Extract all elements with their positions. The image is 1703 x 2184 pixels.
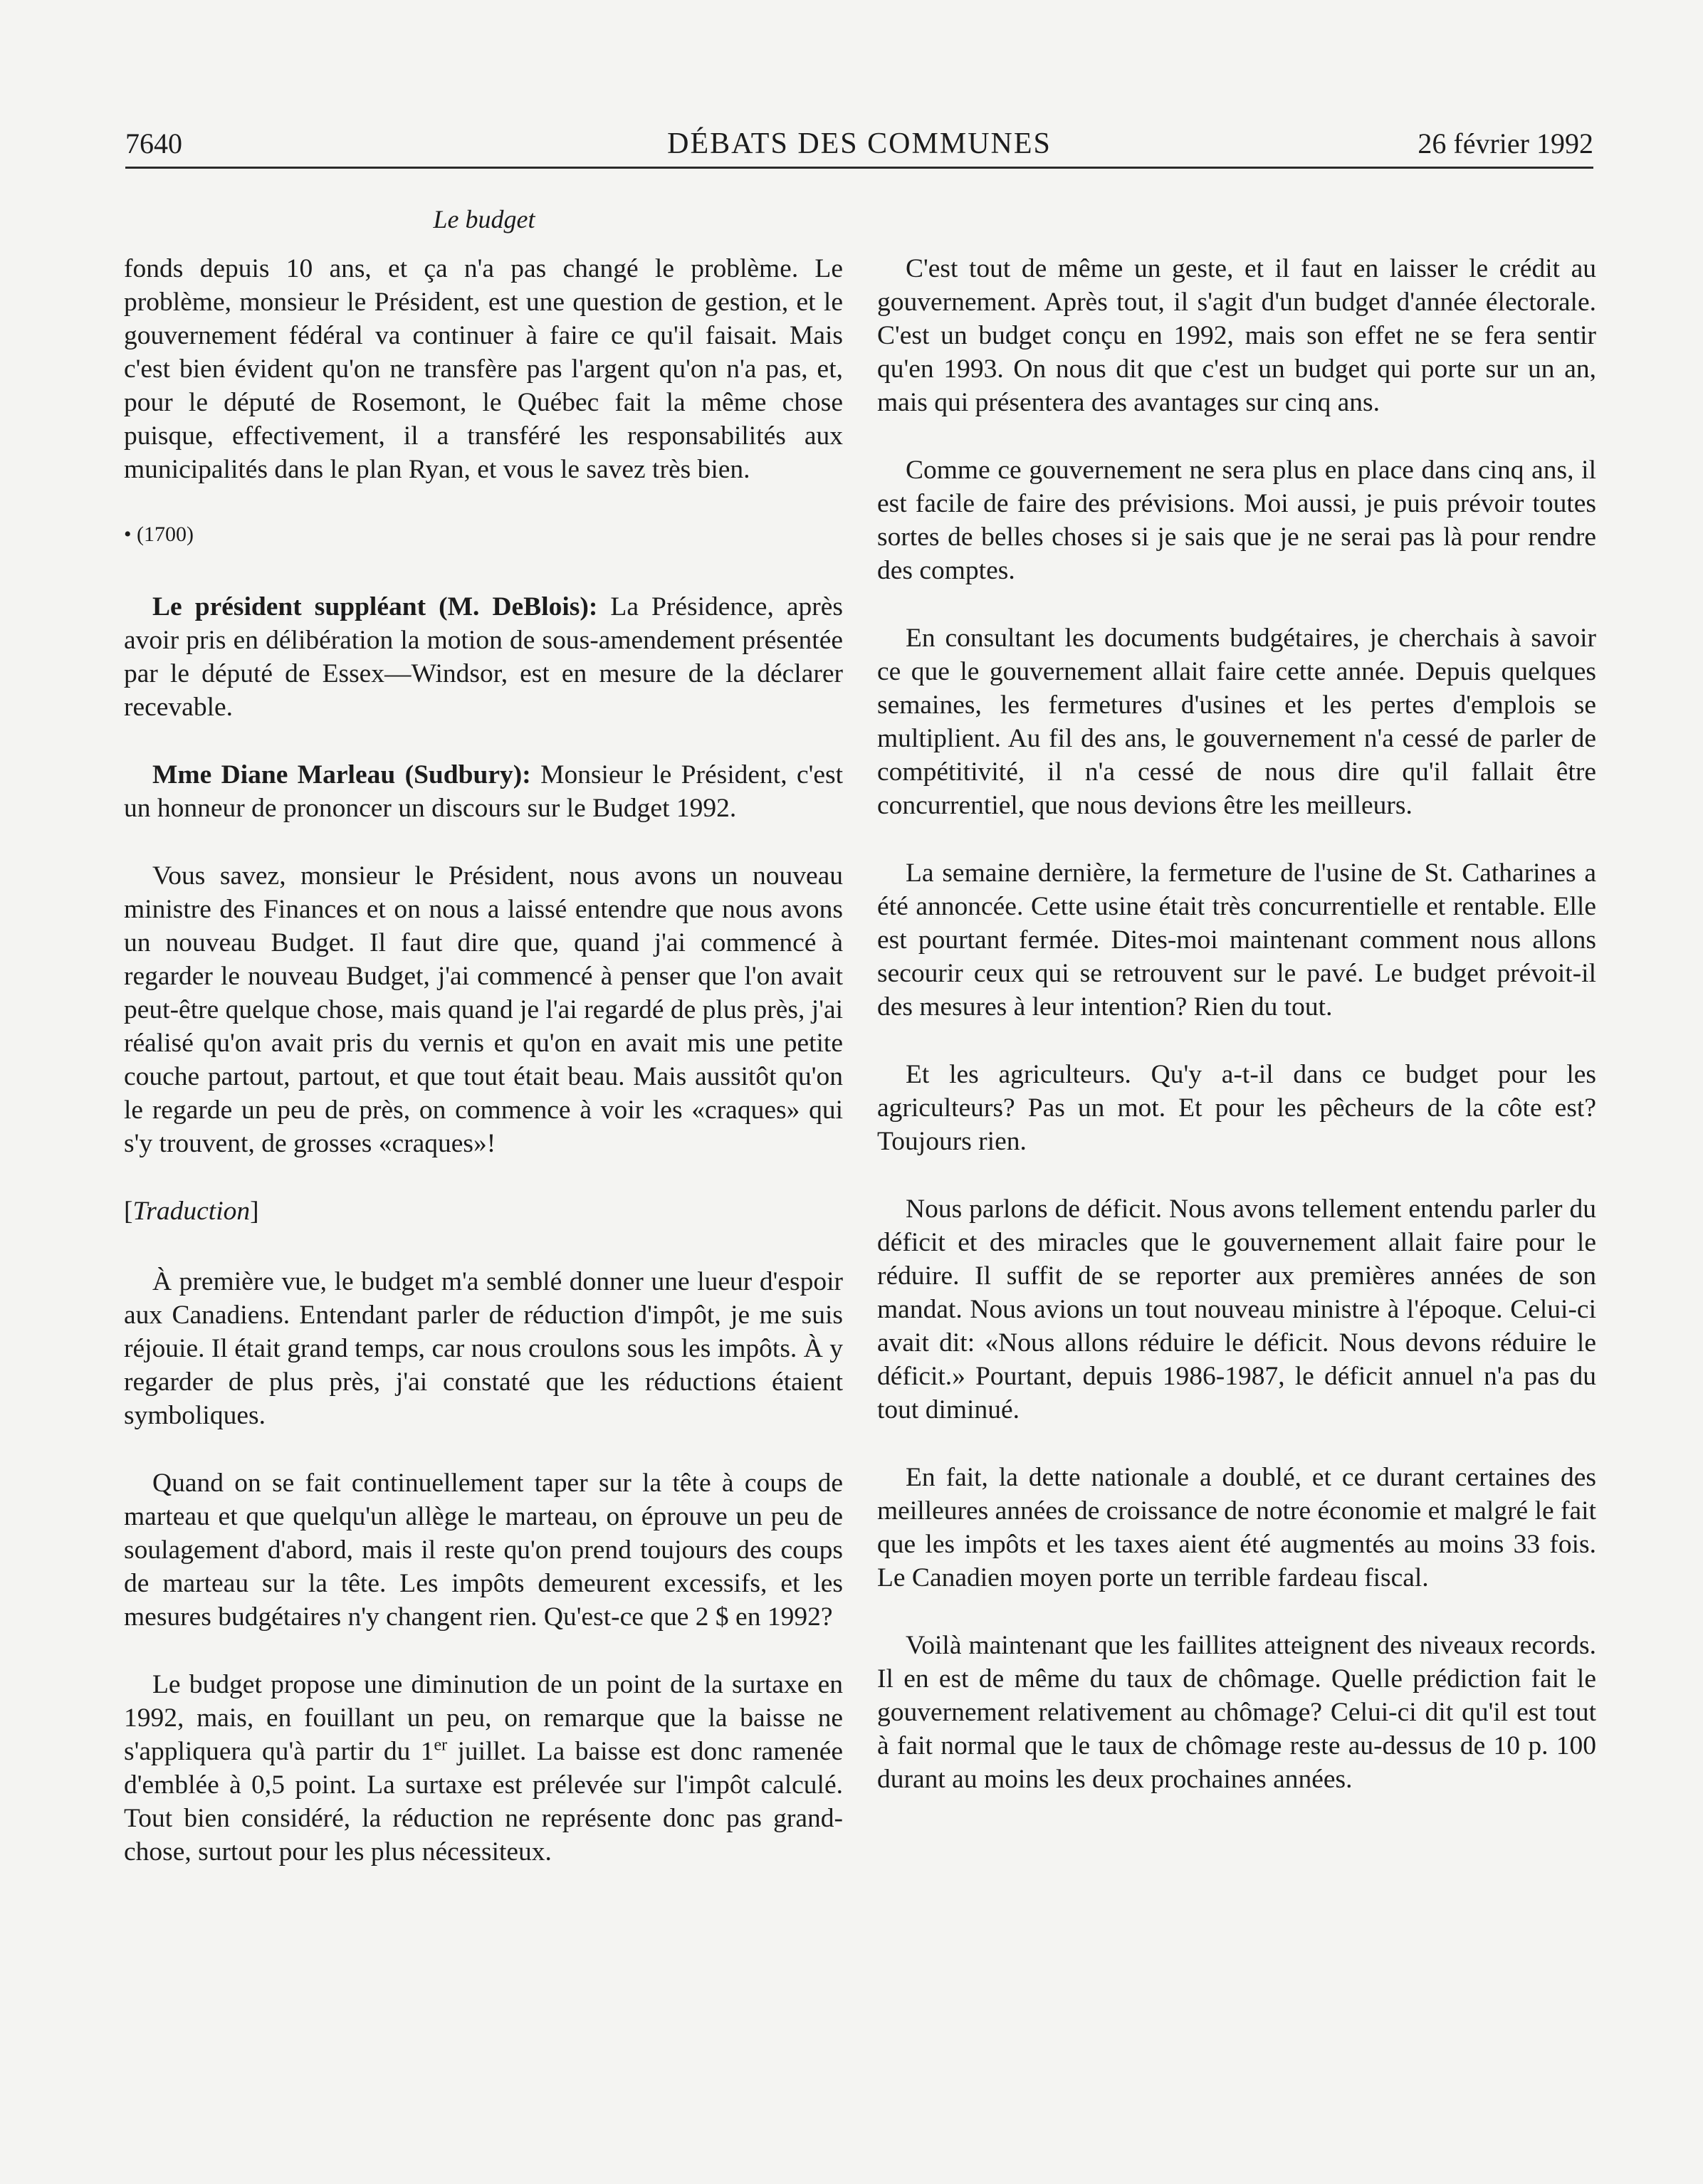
publication-title: DÉBATS DES COMMUNES <box>667 127 1052 160</box>
paragraph: Comme ce gouvernement ne sera plus en place dans cinq ans, il est facile de faire des prévisions. Moi aussi, je puis prévoir toutes sortes de belles choses si je sais que je ne serai pas là pour rendre des comptes. <box>877 456 1596 585</box>
paragraph-speaker-deputy-speaker <box>124 590 843 724</box>
text-run: Le budget propose une diminution de un point de la surtaxe en 1992, mais, en fouillant un peu, on remarque que la baisse ne s'appliquera qu'à partir du 1 <box>124 1670 843 1766</box>
page-header <box>125 122 1593 169</box>
speaker-name: Le président suppléant (M. DeBlois): <box>152 592 598 621</box>
paragraph-speaker-marleau <box>124 758 843 825</box>
paragraph: fonds depuis 10 ans, et ça n'a pas changé le problème. Le problème, monsieur le Président, est une question de gestion, et le gouvernement fédéral va continuer à faire ce qu'il faisait. Mais c'est bien évident qu'on ne transfère pas l'argent qu'on n'a pas, et, pour le député de Rosemont, le Québec fait la même chose puisque, effectivement, il a transféré les responsabilités aux municipalités dans le plan Ryan, et vous le savez très bien. <box>124 254 843 484</box>
bracket-open: [ <box>124 1197 133 1226</box>
speech-text: La Présidence, après avoir pris en délibération la motion de sous-amendement présentée par le député de Essex—Windsor, est en mesure de la déclarer recevable. <box>124 592 844 722</box>
paragraph: En fait, la dette nationale a doublé, et ce durant certaines des meilleures années de croissance de notre économie et malgré le fait que les impôts et les taxes aient été augmentés au moins 33 fois. Le Canadien moyen porte un terrible fardeau fiscal. <box>877 1463 1596 1592</box>
page-date: 26 février 1992 <box>1418 127 1593 159</box>
left-column <box>124 252 843 1903</box>
right-column <box>877 252 1596 1830</box>
bracket-close: ] <box>250 1197 259 1226</box>
paragraph: En consultant les documents budgétaires, je cherchais à savoir ce que le gouvernement allait faire cette année. Depuis quelques semaines, les fermetures d'usines et les pertes d'emplois se multiplient. Au fil des ans, le gouvernement n'a cessé de parler de compétitivité, il n'a cessé de nous dire qu'il fallait être concurrentiel, que nous devions être les meilleurs. <box>877 624 1596 820</box>
superscript: er <box>434 1736 448 1755</box>
paragraph: Vous savez, monsieur le Président, nous avons un nouveau ministre des Finances et on nous a laissé entendre que nous avons un nouveau Budget. Il faut dire que, quand j'ai commencé à regarder le nouveau Budget, j'ai commencé à penser que l'on avait peut-être quelque chose, mais quand je l'ai regardé de plus près, j'ai réalisé qu'on avait pris du vernis et qu'on en avait mis une petite couche partout, partout, et que tout était beau. Mais aussitôt qu'on le regarde un peu de près, on commence à voir les «craques» qui s'y trouvent, de grosses «craques»! <box>124 861 844 1158</box>
paragraph <box>124 1668 843 1869</box>
paragraph: La semaine dernière, la fermeture de l'usine de St. Catharines a été annoncée. Cette usine était très concurrentielle et rentable. Elle est pourtant fermée. Dites-moi maintenant comment nous allons secourir ceux qui se retrouvent sur le pavé. Le budget prévoit-il des mesures à leur intention? Rien du tout. <box>877 859 1596 1022</box>
page-number: 7640 <box>125 127 182 159</box>
paragraph: Quand on se fait continuellement taper sur la tête à coups de marteau et que quelqu'un allège le marteau, on éprouve un peu de soulagement d'abord, mais il reste qu'on prend toujours des coups de marteau sur la tête. Les impôts demeurent excessifs, et les mesures budgétaires n'y changent rien. Qu'est-ce que 2 $ en 1992? <box>124 1469 843 1632</box>
text-run: juillet. La baisse est donc ramenée d'emblée à 0,5 point. La surtaxe est prélevée sur l'impôt calculé. Tout bien considéré, la réduction ne représente donc pas grand-chose, surtout pour les plus nécessiteux. <box>124 1737 844 1867</box>
paragraph: Et les agriculteurs. Qu'y a-t-il dans ce budget pour les agriculteurs? Pas un mot. Et pour les pêcheurs de la côte est? Toujours rien. <box>877 1060 1596 1156</box>
speech-text: Monsieur le Président, c'est un honneur de prononcer un discours sur le Budget 1992. <box>124 760 844 823</box>
translation-label: Traduction <box>132 1197 251 1226</box>
paragraph: C'est tout de même un geste, et il faut en laisser le crédit au gouvernement. Après tout, il s'agit d'un budget d'année électorale. C'est un budget conçu en 1992, mais son effet ne se fera sentir qu'en 1993. On nous dit que c'est un budget qui porte sur un an, mais qui présentera des avantages sur cinq ans. <box>877 254 1596 417</box>
paragraph: À première vue, le budget m'a semblé donner une lueur d'espoir aux Canadiens. Entendant parler de réduction d'impôt, je me suis réjouie. Il était grand temps, car nous croulons sous les impôts. À y regarder de plus près, j'ai constaté que les réductions étaient symboliques. <box>124 1267 843 1430</box>
speaker-name: Mme Diane Marleau (Sudbury): <box>152 760 531 789</box>
time-marker: • (1700) <box>124 523 194 546</box>
section-heading: Le budget <box>433 205 535 233</box>
paragraph: Nous parlons de déficit. Nous avons tellement entendu parler du déficit et des miracles que le gouvernement allait faire pour le réduire. Il suffit de se reporter aux premières années de son mandat. Nous avions un tout nouveau ministre à l'époque. Celui-ci avait dit: «Nous allons réduire le déficit. Nous devons réduire le déficit.» Pourtant, depuis 1986-1987, le déficit annuel n'a pas du tout diminué. <box>877 1195 1596 1424</box>
paragraph: Voilà maintenant que les faillites atteignent des niveaux records. Il en est de même du taux de chômage. Quelle prédiction fait le gouvernement relativement au chômage? Celui-ci dit qu'il est tout à fait normal que le taux de chômage reste au-dessus de 10 p. 100 durant au moins les deux prochaines années. <box>877 1631 1596 1794</box>
translation-note <box>124 1195 843 1228</box>
